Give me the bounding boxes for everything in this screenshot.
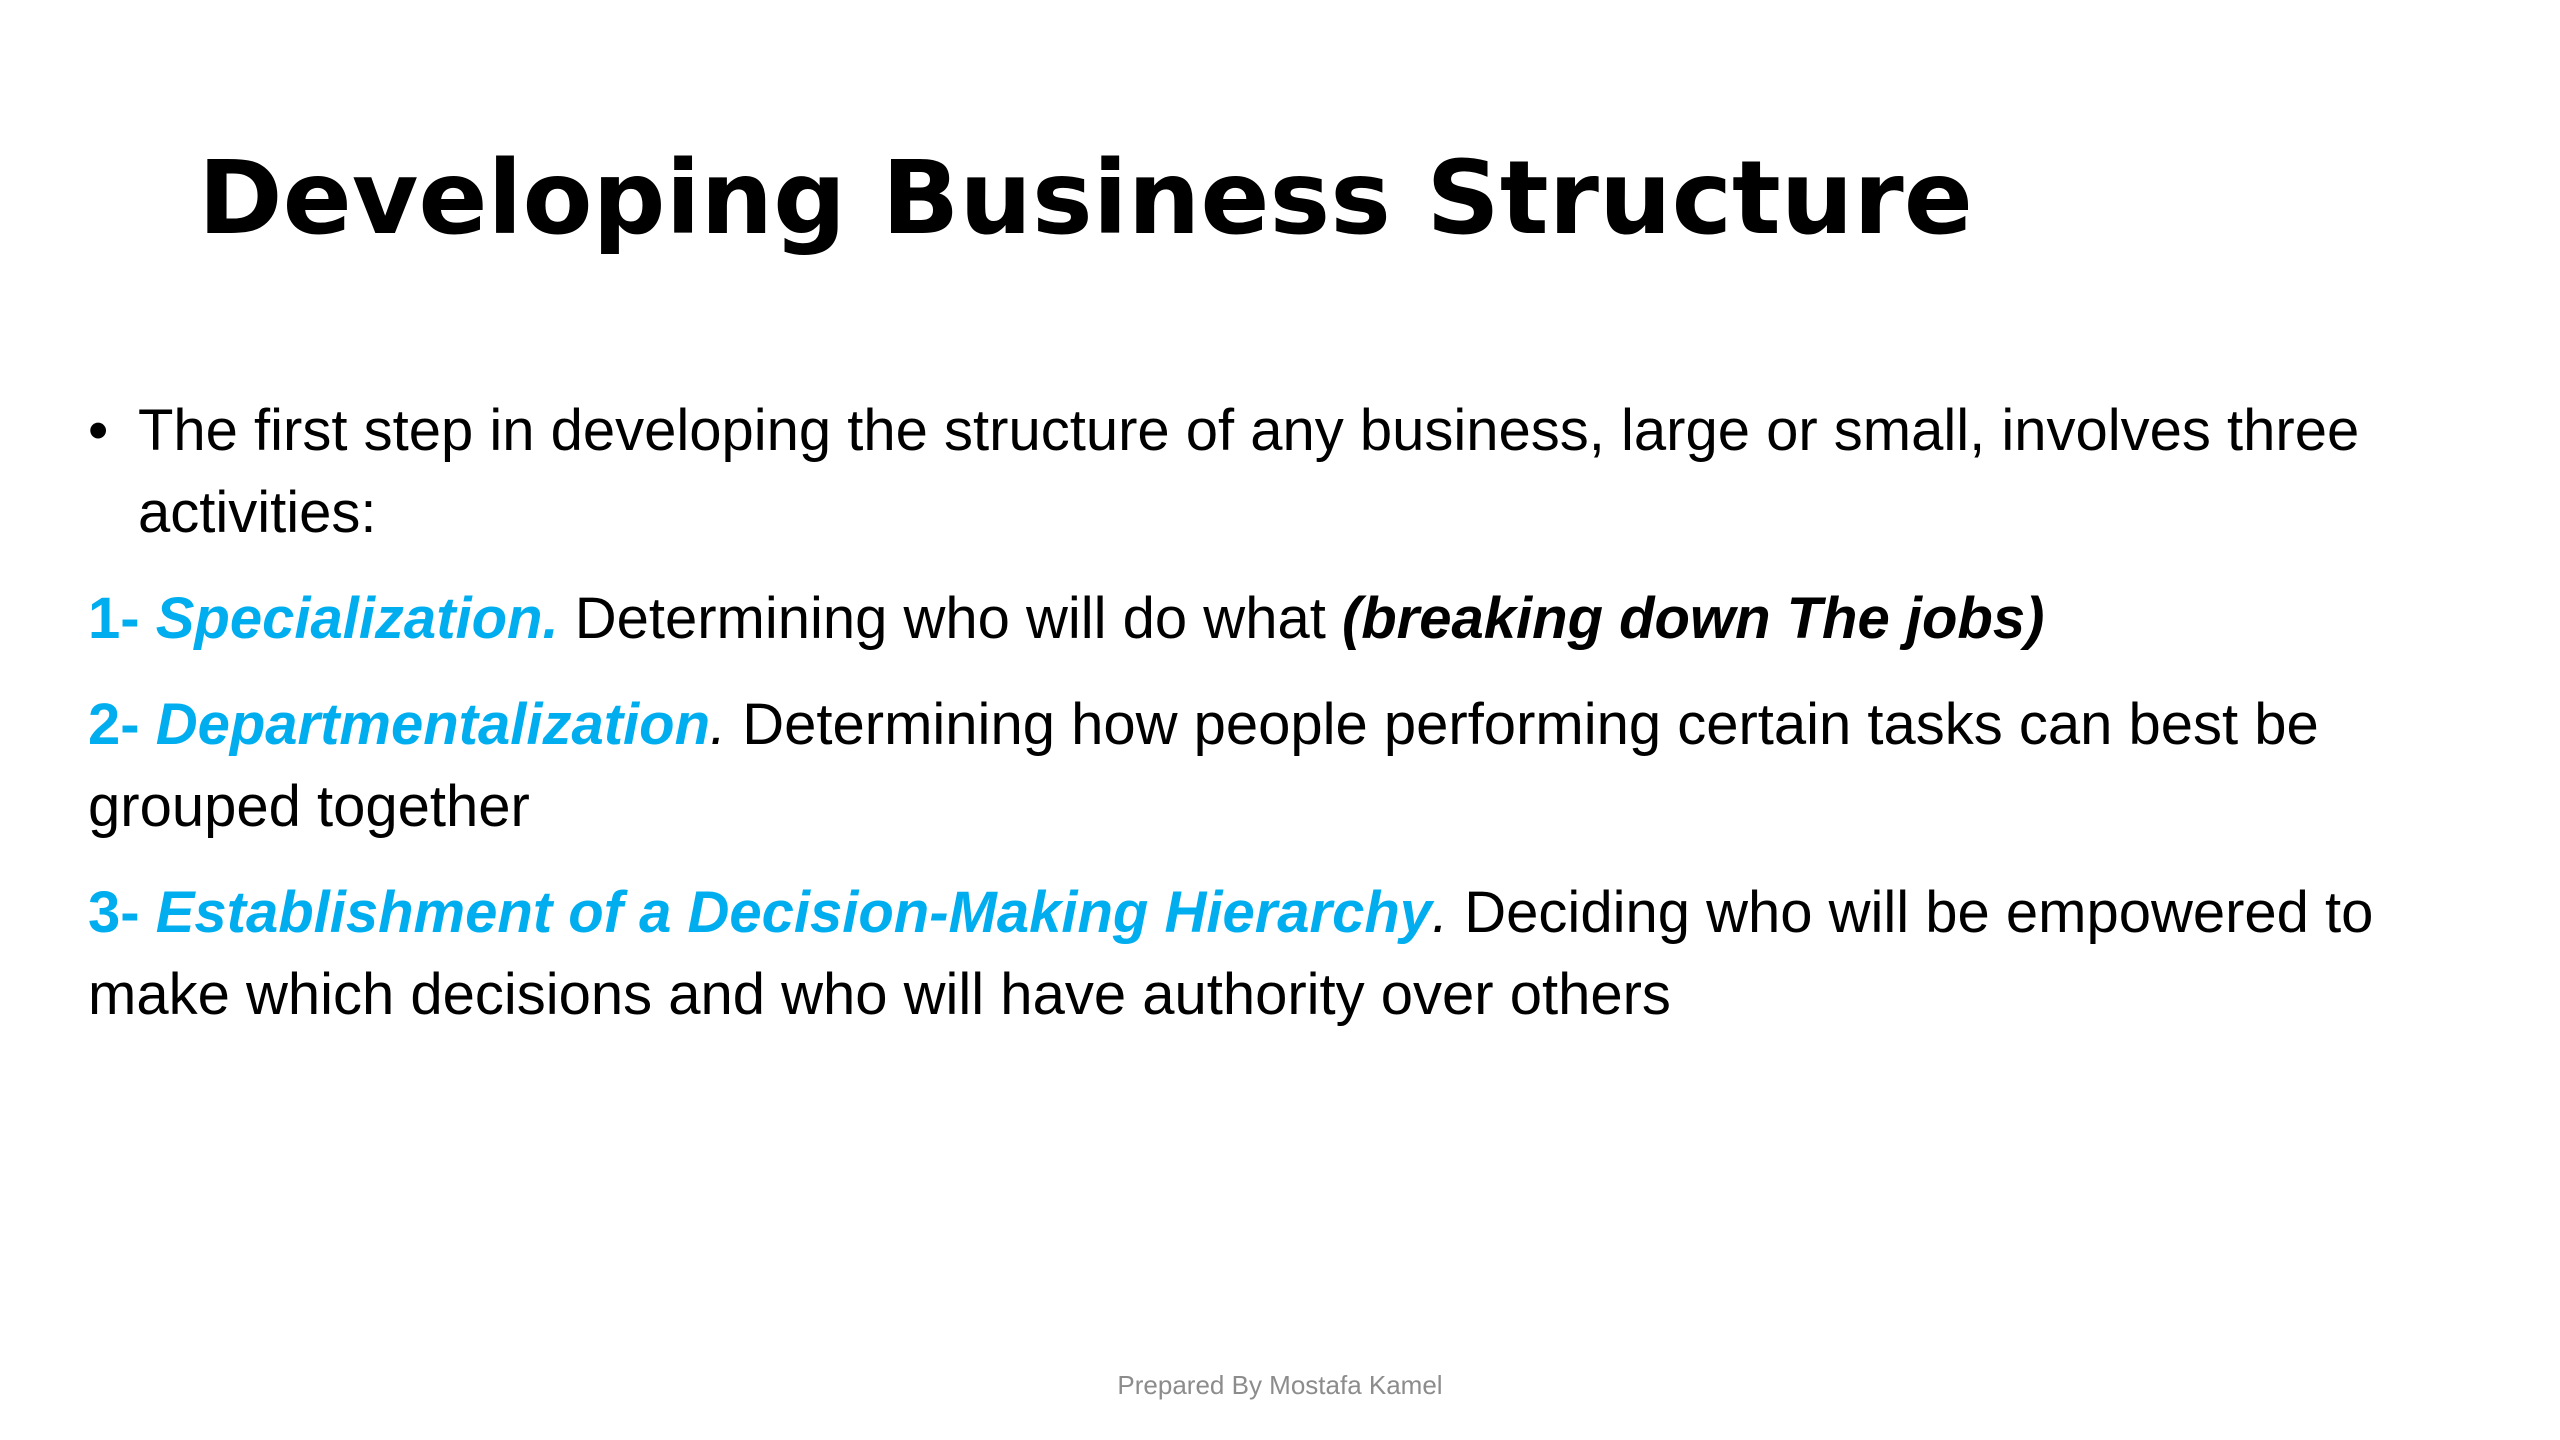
item-emphasis: (breaking down The jobs) bbox=[1341, 586, 2045, 651]
item-number: 2- bbox=[88, 692, 140, 757]
item-description: Determining who will do what bbox=[558, 586, 1342, 651]
slide-title: Developing Business Structure bbox=[198, 139, 1973, 258]
activity-item-departmentalization bbox=[88, 684, 2508, 848]
activity-item-specialization bbox=[88, 578, 2508, 660]
item-description: Determining how people performing certain tasks can best be grouped together bbox=[88, 692, 2319, 839]
item-number: 1- bbox=[88, 586, 140, 651]
slide-footer: Prepared By Mostafa Kamel bbox=[1117, 1370, 1443, 1400]
intro-text: The first step in developing the structure of any business, large or small, involves three activities: bbox=[138, 398, 2360, 545]
bullet-icon: • bbox=[88, 398, 109, 463]
item-term: Departmentalization bbox=[155, 692, 711, 757]
item-term: Establishment of a Decision-Making Hierarchy bbox=[155, 880, 1433, 945]
item-term-period: . bbox=[1432, 880, 1449, 945]
item-term: Specialization. bbox=[155, 586, 559, 651]
item-number: 3- bbox=[88, 880, 140, 945]
intro-bullet bbox=[88, 390, 2508, 554]
item-term-period: . bbox=[710, 692, 727, 757]
item-description: Deciding who will be empowered to make which decisions and who will have authority over others bbox=[88, 880, 2374, 1027]
slide-content bbox=[88, 390, 2508, 1060]
activity-item-hierarchy bbox=[88, 872, 2508, 1036]
